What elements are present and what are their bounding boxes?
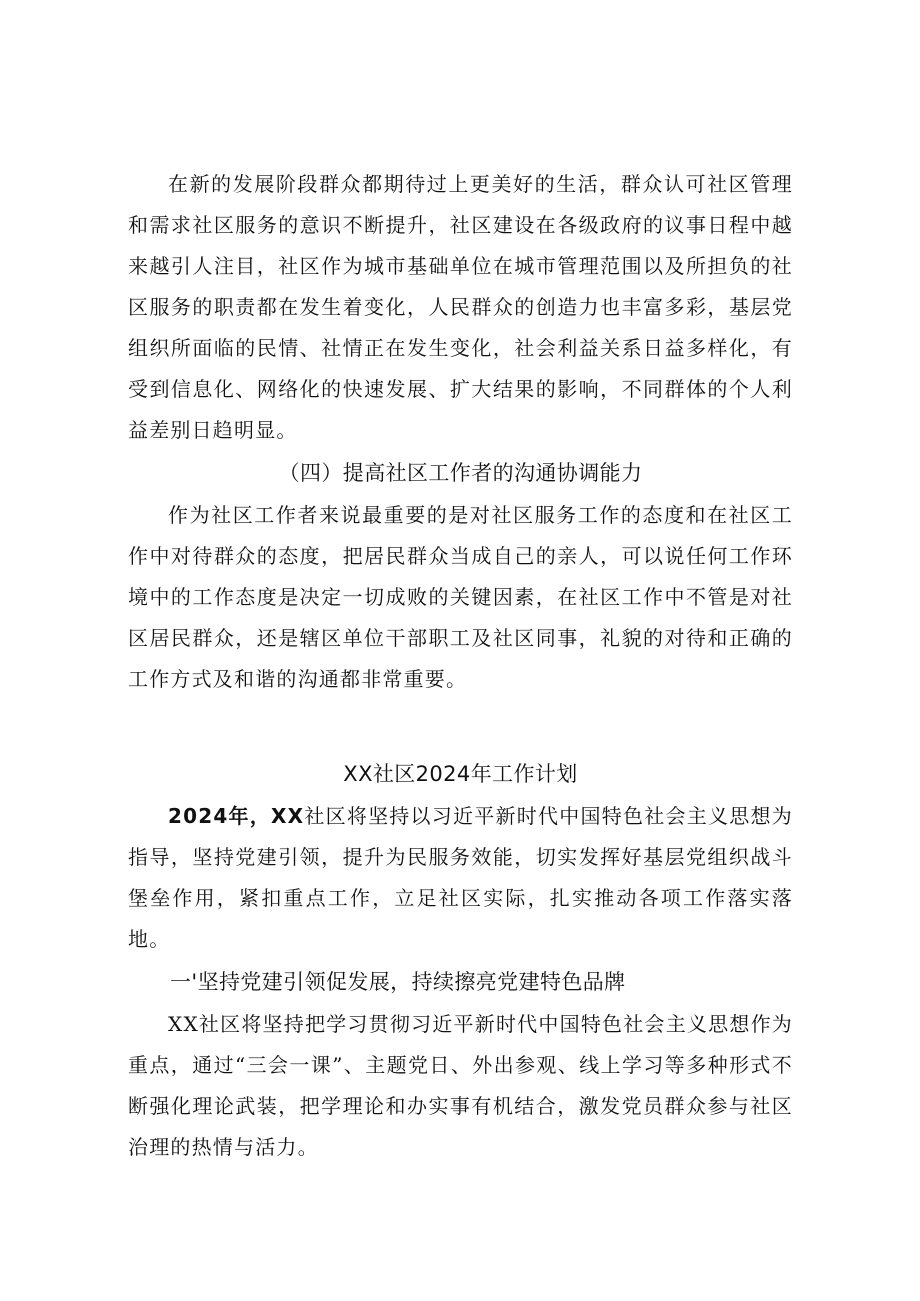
heading-communication-ability: （四）提高社区工作者的沟通协调能力 xyxy=(278,461,643,485)
plan-intro-text: 社区将坚持以习近平新时代中国特色社会主义思想为指导，坚持党建引领，提升为民服务效能，切实发挥好基层党组织战斗堡垒作用，紧扣重点工作，立足社区实际，扎实推动各项工作落实落地。 xyxy=(128,804,793,951)
document-body xyxy=(128,164,793,1168)
plan-title: XX社区2024年工作计划 xyxy=(343,762,578,786)
plan-intro-lead: 2024年，XX xyxy=(168,804,305,828)
paragraph-development-stage: 在新的发展阶段群众都期待过上更美好的生活，群众认可社区管理和需求社区服务的意识不断提升，社区建设在各级政府的议事日程中越来越引人注目，社区作为城市基础单位在城市管理范围以及所担负的社区服务的职责都在发生着变化，人民群众的创造力也丰富多彩，基层党组织所面临的民情、社情正在发生变化，社会利益关系日益多样化，有受到信息化、网络化的快速发展、扩大结果的影响，不同群体的个人利益差别日趋明显。 xyxy=(128,172,793,442)
paragraph-community-worker-attitude: 作为社区工作者来说最重要的是对社区服务工作的态度和在社区工作中对待群众的态度，把居民群众当成自己的亲人，可以说任何工作环境中的工作态度是决定一切成败的关键因素，在社区工作中不管是对社区居民群众，还是辖区单位干部职工及社区同事，礼貌的对待和正确的工作方式及和谐的沟通都非常重要。 xyxy=(128,503,793,691)
paragraph-plan-intro xyxy=(128,796,793,960)
heading-party-building: 一'坚持党建引领促发展，持续擦亮党建特色品牌 xyxy=(170,970,626,994)
paragraph-party-study: XX社区将坚持把学习贯彻习近平新时代中国特色社会主义思想作为重点，通过“三会一课”、主题党日、外出参观、线上学习等多种形式不断强化理论武装，把学理论和办实事有机结合，激发党员群众参与社区治理的热情与活力。 xyxy=(128,1012,793,1159)
